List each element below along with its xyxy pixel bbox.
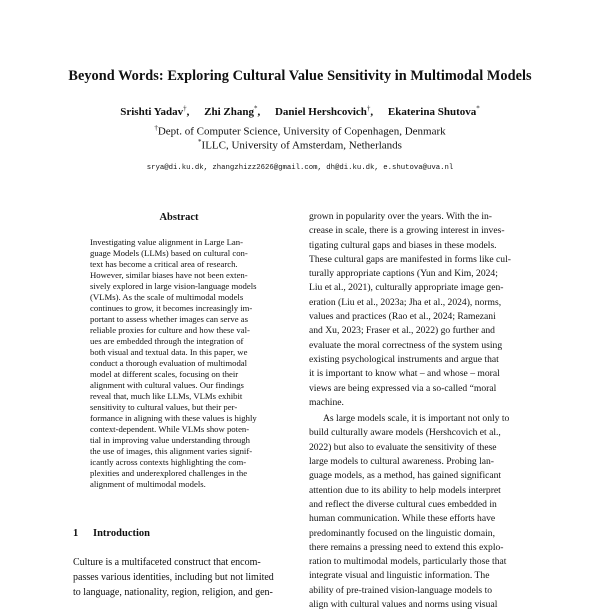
abstract-body: Investigating value alignment in Large Lan- guage Models (LLMs) based on cultural con- text has become a critical area of research. However, similar biases have not been exten- sively explored in large vision-language models (VLMs). As the scale of multimodal models continues to grow, it becomes increasingly im- portant to assess whether images can serve as reliable proxies for culture and how these val- ues are embedded through the integration of both visual and textual data. In this paper, we conduct a thorough evaluation of multimodal model at different scales, focusing on their alignment with cultural values. Our findings reveal that, much like LLMs, VLMs exhibit sensitivity to cultural values, but their per- formance in aligning with these values is highly context-dependent. While VLMs show poten- tial in improving value understanding through the use of images, this alignment varies signif- icantly across contexts highlighting the com- plexities and underexplored challenges in the alignment of multimodal models. [90,237,257,489]
section-number: 1 [73,528,79,539]
introduction-body: Culture is a multifaceted construct that encom- passes various identities, including but not limited to language, nationality, region, religion, and gen- [73,557,274,598]
author: Zhi Zhang*, [204,104,261,118]
affiliation: †Dept. of Computer Science, University of Copenhagen, Denmark [154,124,446,138]
abstract-heading: Abstract [159,212,199,223]
author-emails: srya@di.ku.dk, zhangzhizz2626@gmail.com, dh@di.ku.dk, e.shutova@uva.nl [146,164,454,172]
author: Srishti Yadav†, [120,104,190,118]
author-list [0,104,600,118]
author: Daniel Hershcovich†, [274,104,374,118]
author: Ekaterina Shutova* [387,104,480,118]
right-column-text [309,210,527,612]
affiliation: *ILLC, University of Amsterdam, Netherlands [198,138,402,152]
paragraph: As large models scale, it is important not only to build culturally aware models (Hershcovich et al., 2022) but also to evaluate the sensitivity of these large models to cultural awareness. Probing lan- guage models, as a method, has gained significant attention due to its ability to help models interpret and reflect the diverse cultural cues embedded in human communication. While these efforts have predominantly focused on the linguistic domain, there remains a pressing need to extend this explo- ration to multimodal models, particularly those that integrate visual and linguistic information. The ability of pre-trained vision-language models to align with cultural values and norms using visual [309,413,510,611]
section-title: Introduction [93,528,150,539]
section-heading-introduction [73,528,150,539]
paper-title: Beyond Words: Exploring Cultural Value Sensitivity in Multimodal Models [68,68,532,84]
paragraph: grown in popularity over the years. With the in- crease in scale, there is a growing interest in inves- tigating cultural gaps and biases in these models. These cultural gaps are manifested in forms like cul- turally appropriate captions (Yun and Kim, 2024; Liu et al., 2021), culturally appropriate image gen- eration (Liu et al., 2023a; Jha et al., 2024), norms, values and practices (Rao et al., 2024; Ramezani and Xu, 2023; Fraser et al., 2022) go further and evaluate the moral correctness of the system using existing psychological instruments and argue that it is important to know what – and whose – moral views are being expressed via a so-called “moral machine. [309,211,511,408]
